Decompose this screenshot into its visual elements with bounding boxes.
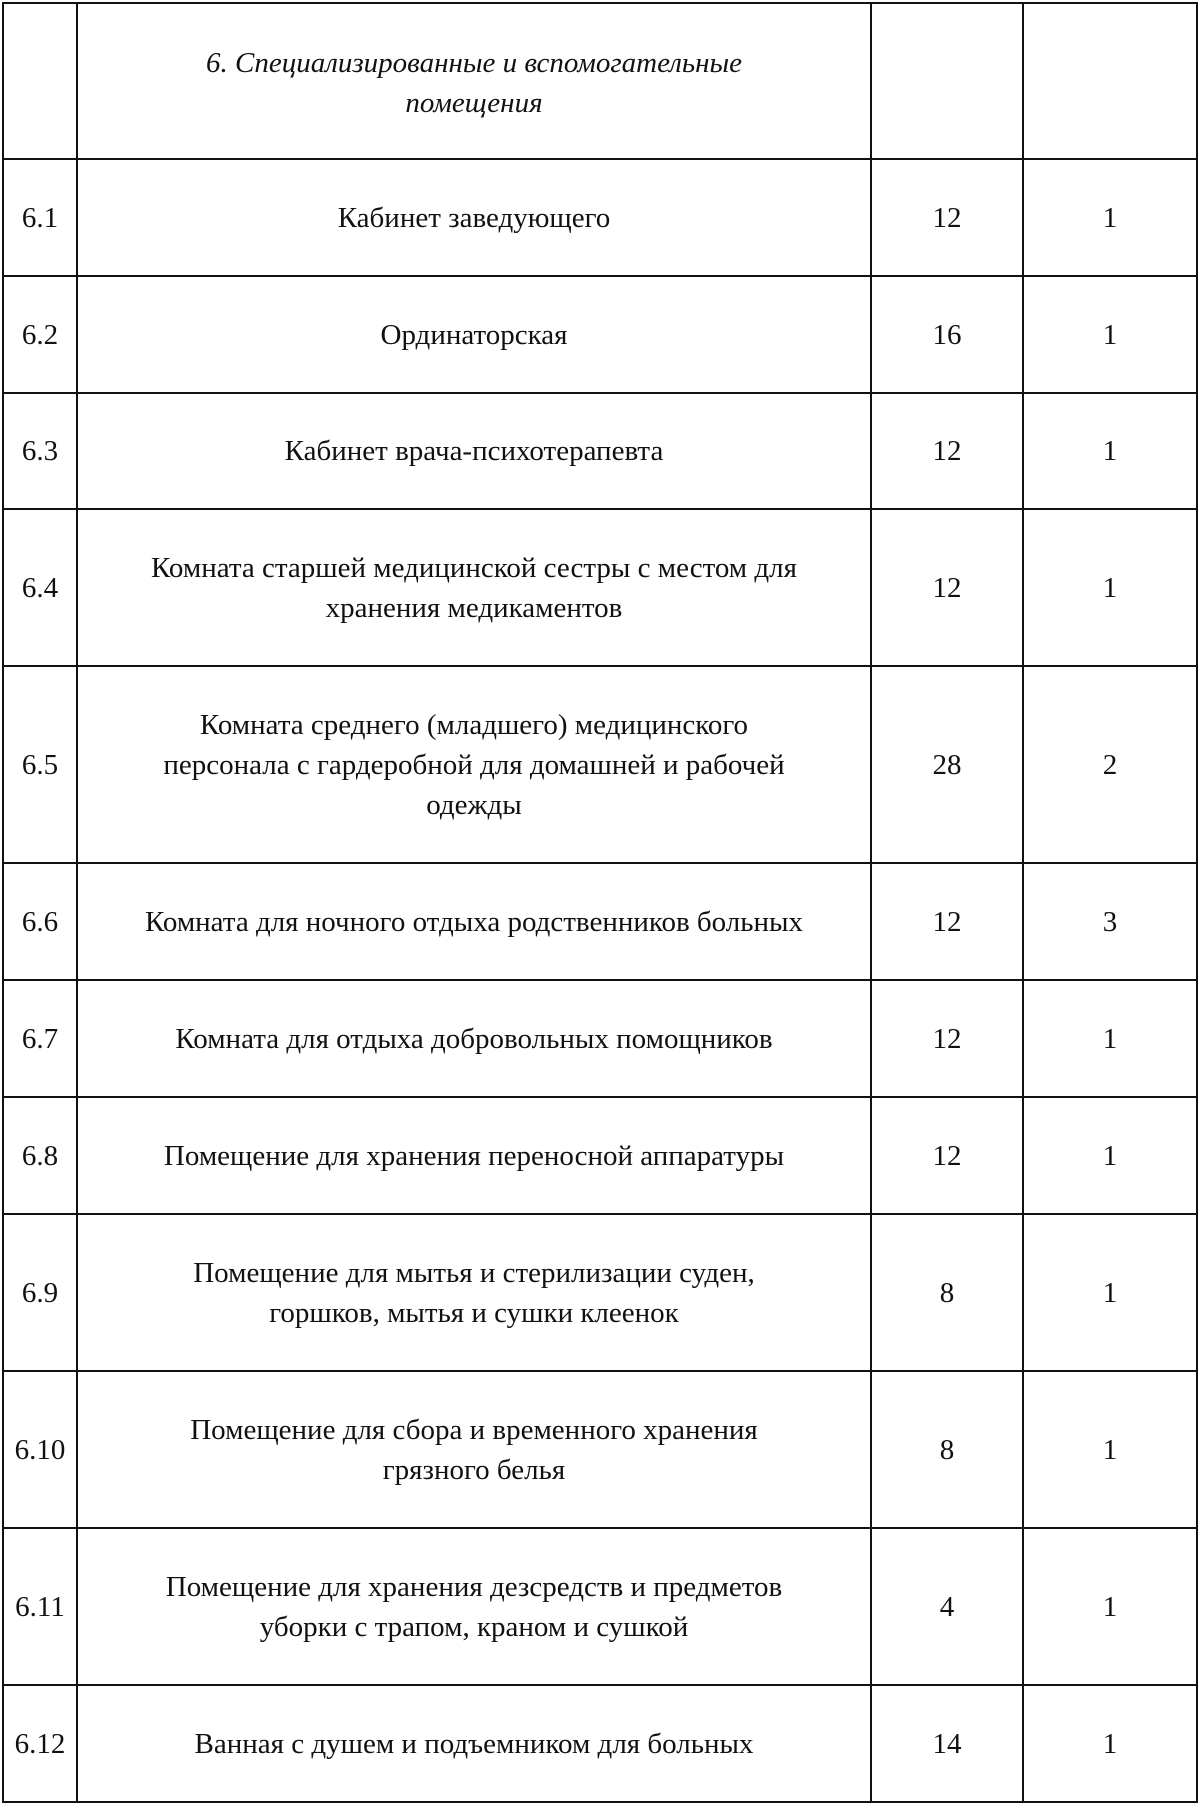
section-header-row: [3, 3, 1197, 159]
table-row: [3, 1371, 1197, 1528]
room-area: 12: [871, 509, 1023, 666]
row-number: 6.11: [3, 1528, 77, 1685]
room-count: 1: [1023, 980, 1197, 1097]
table-row: [3, 1214, 1197, 1371]
row-number: 6.4: [3, 509, 77, 666]
room-count: 1: [1023, 276, 1197, 393]
table-row: [3, 393, 1197, 509]
room-name: [77, 1685, 871, 1802]
room-name-line: Комната среднего (младшего) медицинского: [199, 708, 749, 741]
room-name: [77, 509, 871, 666]
room-count: 1: [1023, 1685, 1197, 1802]
rooms-table-body: [3, 3, 1197, 1802]
room-area: 8: [871, 1214, 1023, 1371]
room-name: [77, 1097, 871, 1214]
room-name: [77, 159, 871, 276]
section-number-cell: [3, 3, 77, 159]
row-number: 6.2: [3, 276, 77, 393]
rooms-table: [2, 2, 1198, 1803]
room-count: 3: [1023, 863, 1197, 980]
room-name-line: Помещение для сбора и временного хранения: [190, 1413, 758, 1446]
room-count: 2: [1023, 666, 1197, 863]
room-name-line: Помещение для мытья и стерилизации суден,: [193, 1256, 755, 1289]
room-name: [77, 1528, 871, 1685]
row-number: 6.7: [3, 980, 77, 1097]
room-area: 16: [871, 276, 1023, 393]
row-number: 6.1: [3, 159, 77, 276]
room-count: 1: [1023, 393, 1197, 509]
room-name-line: персонала с гардеробной для домашней и рабочей: [163, 748, 785, 781]
room-count: 1: [1023, 1214, 1197, 1371]
table-row: [3, 980, 1197, 1097]
room-count: 1: [1023, 1097, 1197, 1214]
room-name: [77, 1214, 871, 1371]
room-name-line: уборки с трапом, краном и сушкой: [259, 1610, 689, 1643]
room-name: [77, 666, 871, 863]
row-number: 6.5: [3, 666, 77, 863]
row-number: 6.10: [3, 1371, 77, 1528]
room-name-line: Помещение для хранения дезсредств и предметов: [165, 1570, 783, 1603]
table-row: [3, 666, 1197, 863]
room-area: 12: [871, 863, 1023, 980]
room-name-line: Ординаторская: [380, 318, 568, 351]
room-count: 1: [1023, 1528, 1197, 1685]
table-row: [3, 1097, 1197, 1214]
room-name-line: одежды: [426, 788, 522, 821]
row-number: 6.9: [3, 1214, 77, 1371]
section-title-cell: [77, 3, 871, 159]
room-count: 1: [1023, 159, 1197, 276]
row-number: 6.8: [3, 1097, 77, 1214]
table-row: [3, 1528, 1197, 1685]
room-name-line: Комната старшей медицинской сестры с местом для: [151, 551, 797, 584]
room-name-line: Комната для отдыха добровольных помощников: [175, 1022, 773, 1055]
room-area: 8: [871, 1371, 1023, 1528]
room-area: 28: [871, 666, 1023, 863]
room-name: [77, 276, 871, 393]
row-number: 6.12: [3, 1685, 77, 1802]
room-name-line: Кабинет заведующего: [337, 201, 611, 234]
table-row: [3, 863, 1197, 980]
room-name-line: Кабинет врача-психотерапевта: [284, 435, 664, 467]
room-name: [77, 980, 871, 1097]
room-area: 12: [871, 1097, 1023, 1214]
room-count: 1: [1023, 509, 1197, 666]
room-count: 1: [1023, 1371, 1197, 1528]
room-name-line: горшков, мытья и сушки клеенок: [269, 1296, 679, 1329]
room-name-line: Комната для ночного отдыха родственников больных: [144, 905, 804, 938]
table-row: [3, 509, 1197, 666]
room-name: [77, 1371, 871, 1528]
section-count-cell: [1023, 3, 1197, 159]
room-name-line: Ванная с душем и подъемником для больных: [194, 1727, 754, 1760]
room-name-line: хранения медикаментов: [325, 591, 623, 624]
table-row: [3, 276, 1197, 393]
room-name: [77, 393, 871, 509]
room-area: 4: [871, 1528, 1023, 1685]
room-area: 12: [871, 980, 1023, 1097]
table-row: [3, 1685, 1197, 1802]
section-area-cell: [871, 3, 1023, 159]
room-area: 14: [871, 1685, 1023, 1802]
room-name: [77, 863, 871, 980]
room-area: 12: [871, 393, 1023, 509]
section-title-line: помещения: [405, 87, 543, 119]
room-name-line: Помещение для хранения переносной аппаратуры: [163, 1139, 785, 1172]
room-name-line: грязного белья: [382, 1453, 566, 1486]
room-area: 12: [871, 159, 1023, 276]
row-number: 6.3: [3, 393, 77, 509]
row-number: 6.6: [3, 863, 77, 980]
section-title-line: 6. Специализированные и вспомогательные: [206, 47, 742, 79]
table-row: [3, 159, 1197, 276]
